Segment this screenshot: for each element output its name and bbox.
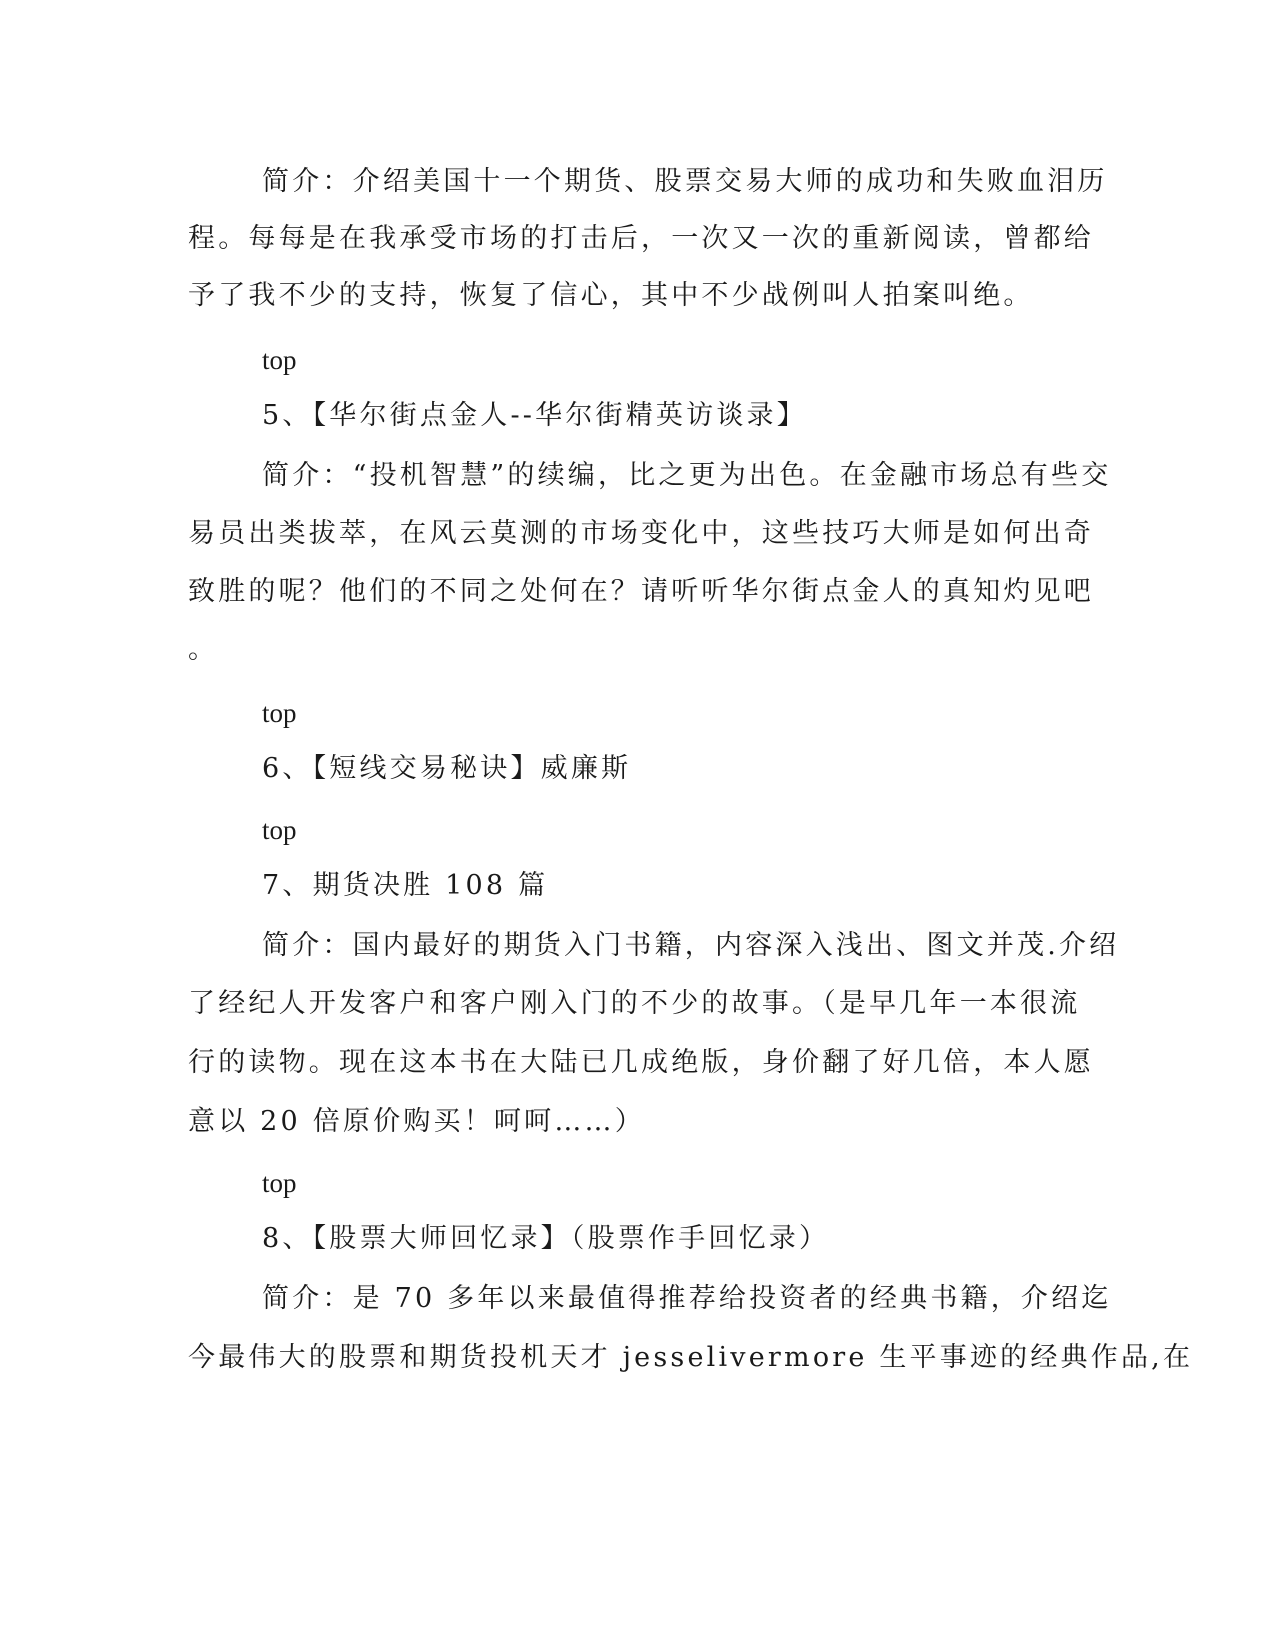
top-link[interactable]: top: [262, 1168, 297, 1198]
book8-intro-line-2: 今最伟大的股票和期货投机天才 jesselivermore 生平事迹的经典作品,在: [188, 1342, 1194, 1373]
top-link[interactable]: top: [262, 815, 297, 845]
book7-intro-line-2: 了经纪人开发客户和客户刚入门的不少的故事。（是早几年一本很流: [188, 988, 1081, 1019]
book8-title: 8、【股票大师回忆录】（股票作手回忆录）: [262, 1223, 830, 1254]
book7-intro-line-4: 意以 20 倍原价购买！呵呵……）: [188, 1106, 645, 1137]
book7-intro-line-3: 行的读物。现在这本书在大陆已几成绝版，身价翻了好几倍，本人愿: [188, 1047, 1094, 1078]
book4-intro-line-2: 程。每每是在我承受市场的打击后，一次又一次的重新阅读，曾都给: [188, 223, 1094, 254]
book5-intro-line-4: 。: [188, 634, 219, 665]
book5-intro-line-2: 易员出类拔萃，在风云莫测的市场变化中，这些技巧大师是如何出奇: [188, 518, 1094, 549]
book7-intro-line-1: 简介：国内最好的期货入门书籍，内容深入浅出、图文并茂.介绍: [262, 930, 1120, 961]
top-link[interactable]: top: [262, 345, 297, 375]
book5-intro-line-3: 致胜的呢？他们的不同之处何在？请听听华尔街点金人的真知灼见吧: [188, 576, 1094, 607]
top-link[interactable]: top: [262, 698, 297, 728]
book5-intro-line-1: 简介：“投机智慧”的续编，比之更为出色。在金融市场总有些交: [262, 460, 1112, 491]
book8-intro-line-1: 简介：是 70 多年以来最值得推荐给投资者的经典书籍，介绍迄: [262, 1283, 1112, 1314]
book4-intro-line-1: 简介：介绍美国十一个期货、股票交易大师的成功和失败血泪历: [262, 166, 1108, 197]
book7-title: 7、期货决胜 108 篇: [262, 870, 549, 901]
book4-intro-line-3: 予了我不少的支持，恢复了信心，其中不少战例叫人拍案叫绝。: [188, 280, 1034, 311]
book5-title: 5、【华尔街点金人--华尔街精英访谈录】: [262, 400, 807, 431]
book6-title: 6、【短线交易秘诀】威廉斯: [262, 753, 632, 784]
